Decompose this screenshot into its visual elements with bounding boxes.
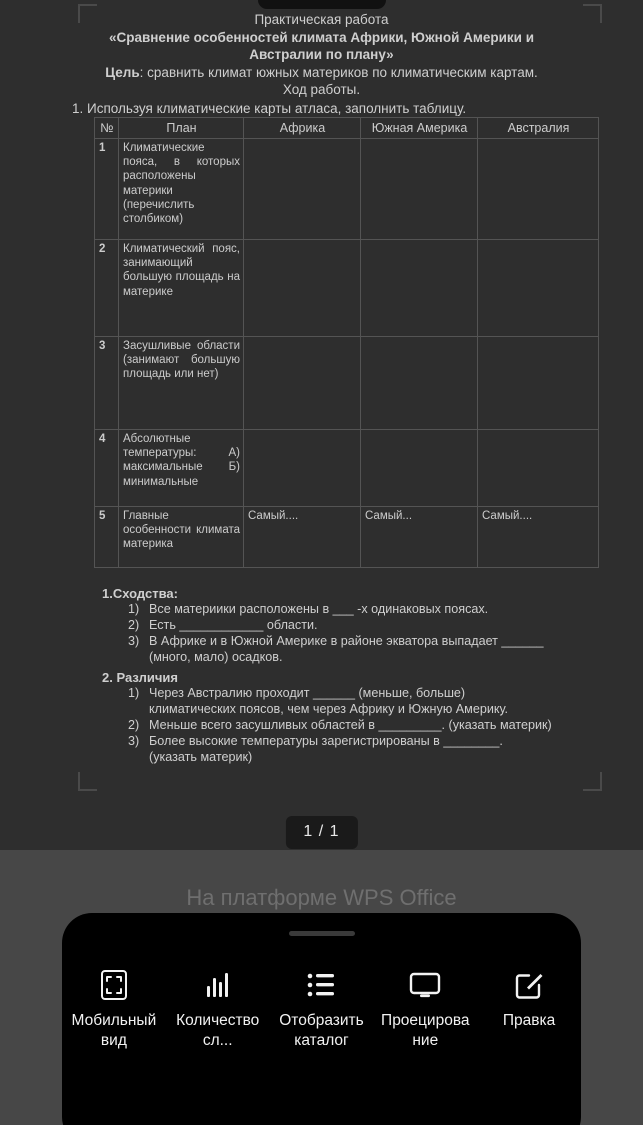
list-text: Через Австралию проходит ______ (меньше, больше) xyxy=(149,685,466,700)
row-cell-south-america[interactable] xyxy=(361,430,478,507)
list-item xyxy=(128,602,601,617)
list-marker: 1) xyxy=(128,602,140,617)
crop-mark-bottom-right-icon xyxy=(583,772,602,791)
list-marker xyxy=(128,702,149,717)
list-marker: 1) xyxy=(128,685,140,700)
list-text: Более высокие температуры зарегистрированы в ________. xyxy=(149,733,503,748)
bottom-sheet xyxy=(62,913,581,1125)
crop-mark-bottom-left-icon xyxy=(78,772,97,791)
table-header-number: № xyxy=(95,118,119,139)
tool-projection[interactable] xyxy=(378,968,472,1051)
status-bar-notch xyxy=(258,0,386,9)
title-line-2: «Сравнение особенностей климата Африки, Южной Америки и xyxy=(108,29,535,45)
list-marker: 3) xyxy=(128,634,140,649)
list-marker: 3) xyxy=(128,733,140,748)
tool-label: Количество сл... xyxy=(176,1012,260,1049)
list-item xyxy=(128,618,601,633)
tool-label: Мобильный вид xyxy=(71,1012,157,1049)
row-cell-south-america[interactable] xyxy=(361,139,478,240)
list-text: Все материики расположены в ___ -х одинаковых поясах. xyxy=(149,602,489,617)
title-line-3: Австралии по плану» xyxy=(249,47,394,62)
table-header-row xyxy=(95,118,599,139)
edit-icon xyxy=(482,968,576,1002)
title-line-1: Практическая работа xyxy=(254,12,389,27)
list-marker: 2) xyxy=(128,618,140,633)
row-cell-australia[interactable] xyxy=(478,139,599,240)
tool-edit[interactable] xyxy=(482,968,576,1031)
table-row xyxy=(95,337,599,430)
row-plan-text: Климатические пояса, в которых расположены материки (перечислить столбиком) xyxy=(119,139,244,240)
projection-icon xyxy=(378,968,472,1002)
answers-section xyxy=(0,586,643,765)
list-item xyxy=(128,750,601,765)
row-cell-south-america[interactable] xyxy=(361,240,478,337)
list-item xyxy=(128,686,601,701)
differences-list xyxy=(0,686,643,765)
table-row xyxy=(95,139,599,240)
differences-heading: 2. Различия xyxy=(102,669,179,685)
mobile-view-icon xyxy=(67,968,161,1002)
list-text: (указать материк) xyxy=(149,749,253,764)
tool-mobile-view[interactable] xyxy=(67,968,161,1051)
tool-word-count[interactable] xyxy=(171,968,265,1051)
list-item xyxy=(128,634,601,649)
row-number: 2 xyxy=(95,240,119,337)
row-cell-africa[interactable]: Самый.... xyxy=(244,507,361,568)
table-header-plan: План xyxy=(119,118,244,139)
row-number: 1 xyxy=(95,139,119,240)
procedure-heading: Ход работы. xyxy=(282,82,361,97)
list-item xyxy=(128,734,601,749)
crop-mark-top-left-icon xyxy=(78,4,97,23)
similarities-heading: 1.Сходства: xyxy=(102,586,178,601)
table-header-africa: Африка xyxy=(244,118,361,139)
row-cell-africa[interactable] xyxy=(244,240,361,337)
table-row xyxy=(95,240,599,337)
procedure-step-1: 1. Используя климатические карты атласа, заполнить таблицу. xyxy=(72,100,467,116)
row-cell-australia[interactable] xyxy=(478,240,599,337)
list-item xyxy=(128,718,601,733)
table-row xyxy=(95,430,599,507)
tool-label: Правка xyxy=(502,1012,556,1029)
tool-list xyxy=(62,968,581,1051)
row-cell-south-america[interactable]: Самый... xyxy=(361,507,478,568)
crop-mark-top-right-icon xyxy=(583,4,602,23)
list-marker: 2) xyxy=(128,717,140,732)
row-number: 5 xyxy=(95,507,119,568)
comparison-table xyxy=(94,117,599,568)
row-cell-australia[interactable]: Самый.... xyxy=(478,507,599,568)
row-cell-australia[interactable] xyxy=(478,337,599,430)
catalog-list-icon xyxy=(274,968,368,1002)
wps-watermark: На платформе WPS Office xyxy=(186,885,457,910)
list-item xyxy=(128,702,601,717)
table-row xyxy=(95,507,599,568)
goal-label: Цель xyxy=(105,64,140,80)
row-cell-africa[interactable] xyxy=(244,430,361,507)
tool-label: Отобразить каталог xyxy=(279,1012,364,1049)
row-number: 3 xyxy=(95,337,119,430)
tool-show-catalog[interactable] xyxy=(274,968,368,1051)
list-text: (много, мало) осадков. xyxy=(149,650,283,665)
row-plan-text: Климатический пояс, занимающий большую площадь на материке xyxy=(119,240,244,337)
similarities-list xyxy=(0,602,643,665)
page-indicator: 1 / 1 xyxy=(285,816,357,849)
table-header-south-america: Южная Америка xyxy=(361,118,478,139)
list-text: Есть ____________ области. xyxy=(149,618,318,633)
goal-line xyxy=(0,64,643,82)
list-text: климатических поясов, чем через Африку и Южную Америку. xyxy=(149,701,509,716)
list-marker xyxy=(128,750,149,765)
row-cell-south-america[interactable] xyxy=(361,337,478,430)
word-count-icon xyxy=(171,968,265,1002)
row-plan-text: Абсолютные температуры: А) максимальные Б) минимальные xyxy=(119,430,244,507)
table-header-australia: Австралия xyxy=(478,118,599,139)
list-item xyxy=(128,650,601,665)
row-cell-australia[interactable] xyxy=(478,430,599,507)
row-number: 4 xyxy=(95,430,119,507)
row-plan-text: Засушливые области (занимают большую площадь или нет) xyxy=(119,337,244,430)
list-marker xyxy=(128,650,149,665)
tool-label: Проецирование xyxy=(381,1012,470,1049)
row-cell-africa[interactable] xyxy=(244,337,361,430)
row-cell-africa[interactable] xyxy=(244,139,361,240)
row-plan-text: Главные особенности климата материка xyxy=(119,507,244,568)
list-text: В Африке и в Южной Америке в районе экватора выпадает ______ xyxy=(149,634,544,649)
sheet-drag-handle[interactable] xyxy=(289,931,355,936)
goal-text: : сравнить климат южных материков по климатическим картам. xyxy=(139,64,538,80)
list-text: Меньше всего засушливых областей в _________. (указать материк) xyxy=(149,717,552,732)
